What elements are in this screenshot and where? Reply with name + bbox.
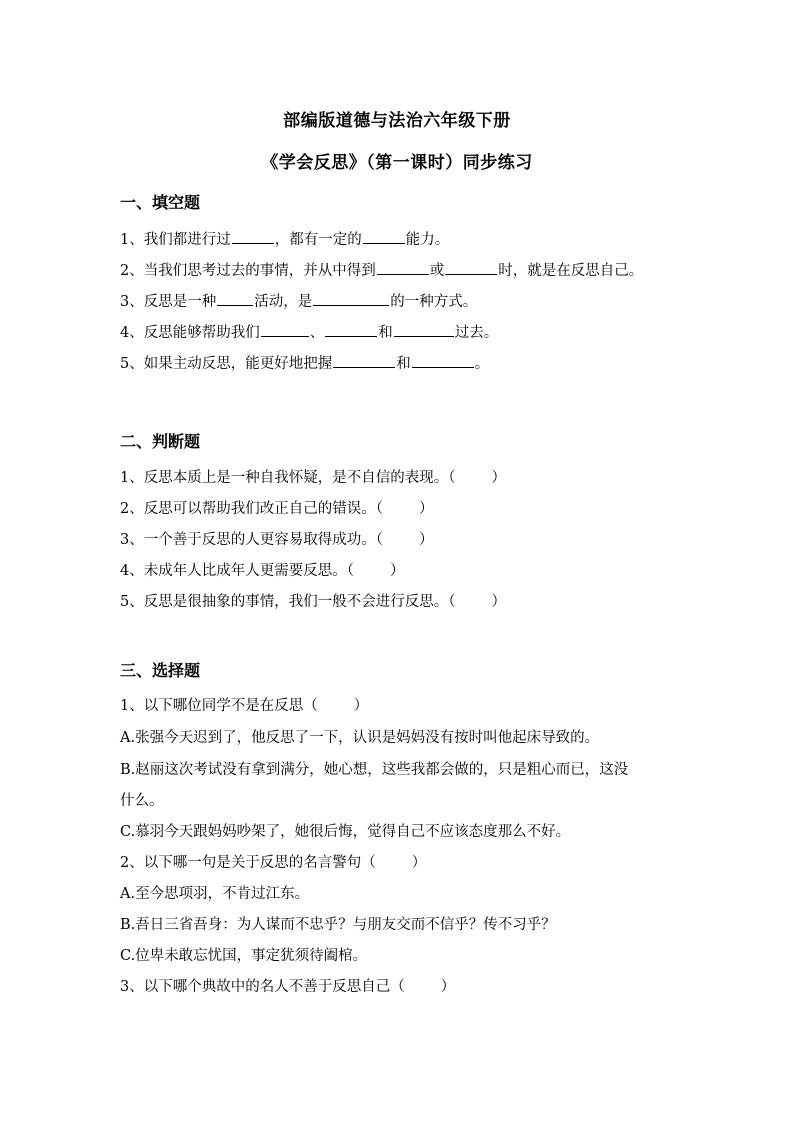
close-paren: ）: [418, 532, 434, 548]
document-title: 部编版道德与法治六年级下册: [283, 111, 511, 131]
answer-blank: [377, 260, 429, 275]
close-paren: ）: [353, 698, 369, 714]
document-subtitle: 《学会反思》（第一课时）同步练习: [261, 153, 533, 173]
answer-blank: [261, 322, 309, 337]
answer-blank: [232, 229, 274, 244]
question-text: 和: [378, 325, 393, 341]
fill-question-4: [120, 321, 498, 342]
close-paren: ）: [411, 855, 427, 871]
fill-question-1: [120, 228, 449, 249]
judge-question-5: [120, 590, 506, 611]
question-text: 5、反思是很抽象的事情，我们一般不会进行反思。（: [120, 594, 456, 610]
question-text: 1、以下哪位同学不是在反思（: [120, 698, 318, 714]
question-text: ，都有一定的: [274, 232, 362, 248]
answer-blank: [445, 260, 497, 275]
question-text: 、: [309, 325, 325, 341]
question-text: 4、反思能够帮助我们: [120, 325, 260, 341]
fill-question-5: [120, 352, 489, 373]
question-text: 能力。: [405, 232, 450, 248]
question-text: 1、反思本质上是一种自我怀疑，是不自信的表现。（: [120, 470, 456, 486]
fill-section-heading: 一、填空题: [120, 193, 201, 212]
choice-option-2b: B.吾日三省吾身：为人谋而不忠乎？与朋友交而不信乎？传不习乎？: [120, 917, 556, 933]
close-paren: ）: [418, 501, 434, 517]
answer-blank: [412, 353, 474, 368]
close-paren: ）: [491, 470, 506, 486]
judge-question-3: [120, 528, 433, 549]
choice-option-1b-continued: 什么。: [120, 793, 164, 809]
question-text: 3、反思是一种: [120, 294, 217, 310]
question-text: 和: [396, 356, 411, 372]
question-text: 3、一个善于反思的人更容易取得成功。（: [120, 532, 383, 548]
judge-question-2: [120, 497, 433, 518]
close-paren: ）: [440, 979, 456, 995]
answer-blank: [394, 322, 454, 337]
answer-blank: [325, 322, 377, 337]
question-text: 5、如果主动反思，能更好地把握: [120, 356, 333, 372]
judge-question-1: [120, 466, 506, 487]
question-text: 2、当我们思考过去的事情，并从中得到: [120, 263, 376, 279]
choice-option-1a: A.张强今天迟到了，他反思了一下，认识是妈妈没有按时叫他起床导致的。: [120, 730, 600, 746]
question-text: 2、反思可以帮助我们改正自己的错误。（: [120, 501, 383, 517]
answer-blank: [217, 291, 253, 306]
judge-question-4: [120, 559, 404, 580]
choice-option-1c: C.慕羽今天跟妈妈吵架了，她很后悔，觉得自己不应该态度那么不好。: [120, 824, 571, 840]
answer-blank: [333, 353, 395, 368]
question-text: 3、以下哪个典故中的名人不善于反思自己（: [120, 979, 405, 995]
choice-option-2a: A.至今思项羽，不肯过江东。: [120, 886, 310, 902]
question-text: 。: [474, 356, 490, 372]
fill-question-2: [120, 259, 643, 280]
question-text: 1、我们都进行过: [120, 232, 231, 248]
close-paren: ）: [491, 594, 506, 610]
question-text: 或: [429, 263, 445, 279]
question-text: 时，就是在反思自己。: [498, 263, 644, 279]
question-text: 活动，是: [254, 294, 313, 310]
question-text: 2、以下哪一句是关于反思的名言警句（: [120, 855, 376, 871]
fill-question-3: [120, 290, 477, 311]
question-text: 的一种方式。: [390, 294, 478, 310]
choice-option-2c: C.位卑未敢忘忧国，事定犹须待阖棺。: [120, 948, 368, 964]
judge-section-heading: 二、判断题: [120, 432, 201, 451]
question-text: 过去。: [454, 325, 499, 341]
answer-blank: [363, 229, 405, 244]
close-paren: ）: [389, 563, 405, 579]
choice-question-2: [120, 851, 426, 872]
choice-question-3: [120, 975, 455, 996]
choice-section-heading: 三、选择题: [120, 661, 201, 680]
choice-question-1: [120, 694, 368, 715]
answer-blank: [313, 291, 389, 306]
question-text: 4、未成年人比成年人更需要反思。（: [120, 563, 354, 579]
choice-option-1b: B.赵丽这次考试没有拿到满分，她心想，这些我都会做的，只是粗心而已，这没: [120, 762, 629, 778]
